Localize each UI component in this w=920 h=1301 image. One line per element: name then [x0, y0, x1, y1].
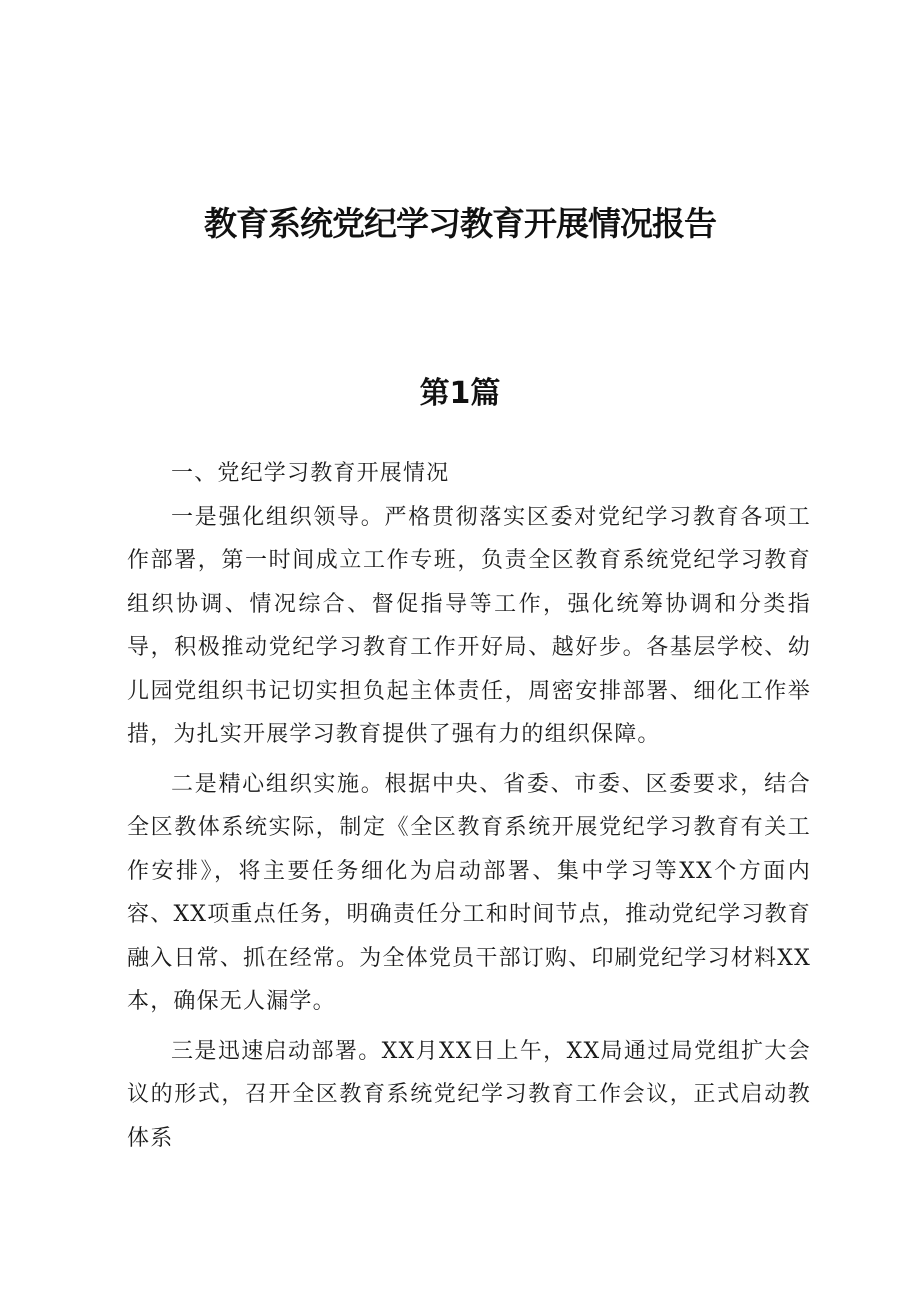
document-body	[127, 452, 811, 1166]
part-title: 第1篇	[419, 376, 501, 411]
section-heading: 一、党纪学习教育开展情况	[171, 461, 450, 486]
paragraph-2: 二是精心组织实施。根据中央、省委、市委、区委要求，结合全区教体系统实际，制定《全区教育系统开展党纪学习教育有关工作安排》，将主要任务细化为启动部署、集中学习等XX个方面内容、XX项重点任务，明确责任分工和时间节点，推动党纪学习教育融入日常、抓在经常。为全体党员干部订购、印刷党纪学习材料XX本，确保无人漏学。	[127, 771, 811, 1014]
paragraph-3: 三是迅速启动部署。XX月XX日上午，XX局通过局党组扩大会议的形式，召开全区教育系统党纪学习教育工作会议，正式启动教体系	[127, 1038, 811, 1151]
paragraph-1: 一是强化组织领导。严格贯彻落实区委对党纪学习教育各项工作部署，第一时间成立工作专班，负责全区教育系统党纪学习教育组织协调、情况综合、督促指导等工作，强化统筹协调和分类指导，积极推动党纪学习教育工作开好局、越好步。各基层学校、幼儿园党组织书记切实担负起主体责任，周密安排部署、细化工作举措，为扎实开展学习教育提供了强有力的组织保障。	[127, 504, 811, 747]
document-title: 教育系统党纪学习教育开展情况报告	[204, 204, 716, 243]
